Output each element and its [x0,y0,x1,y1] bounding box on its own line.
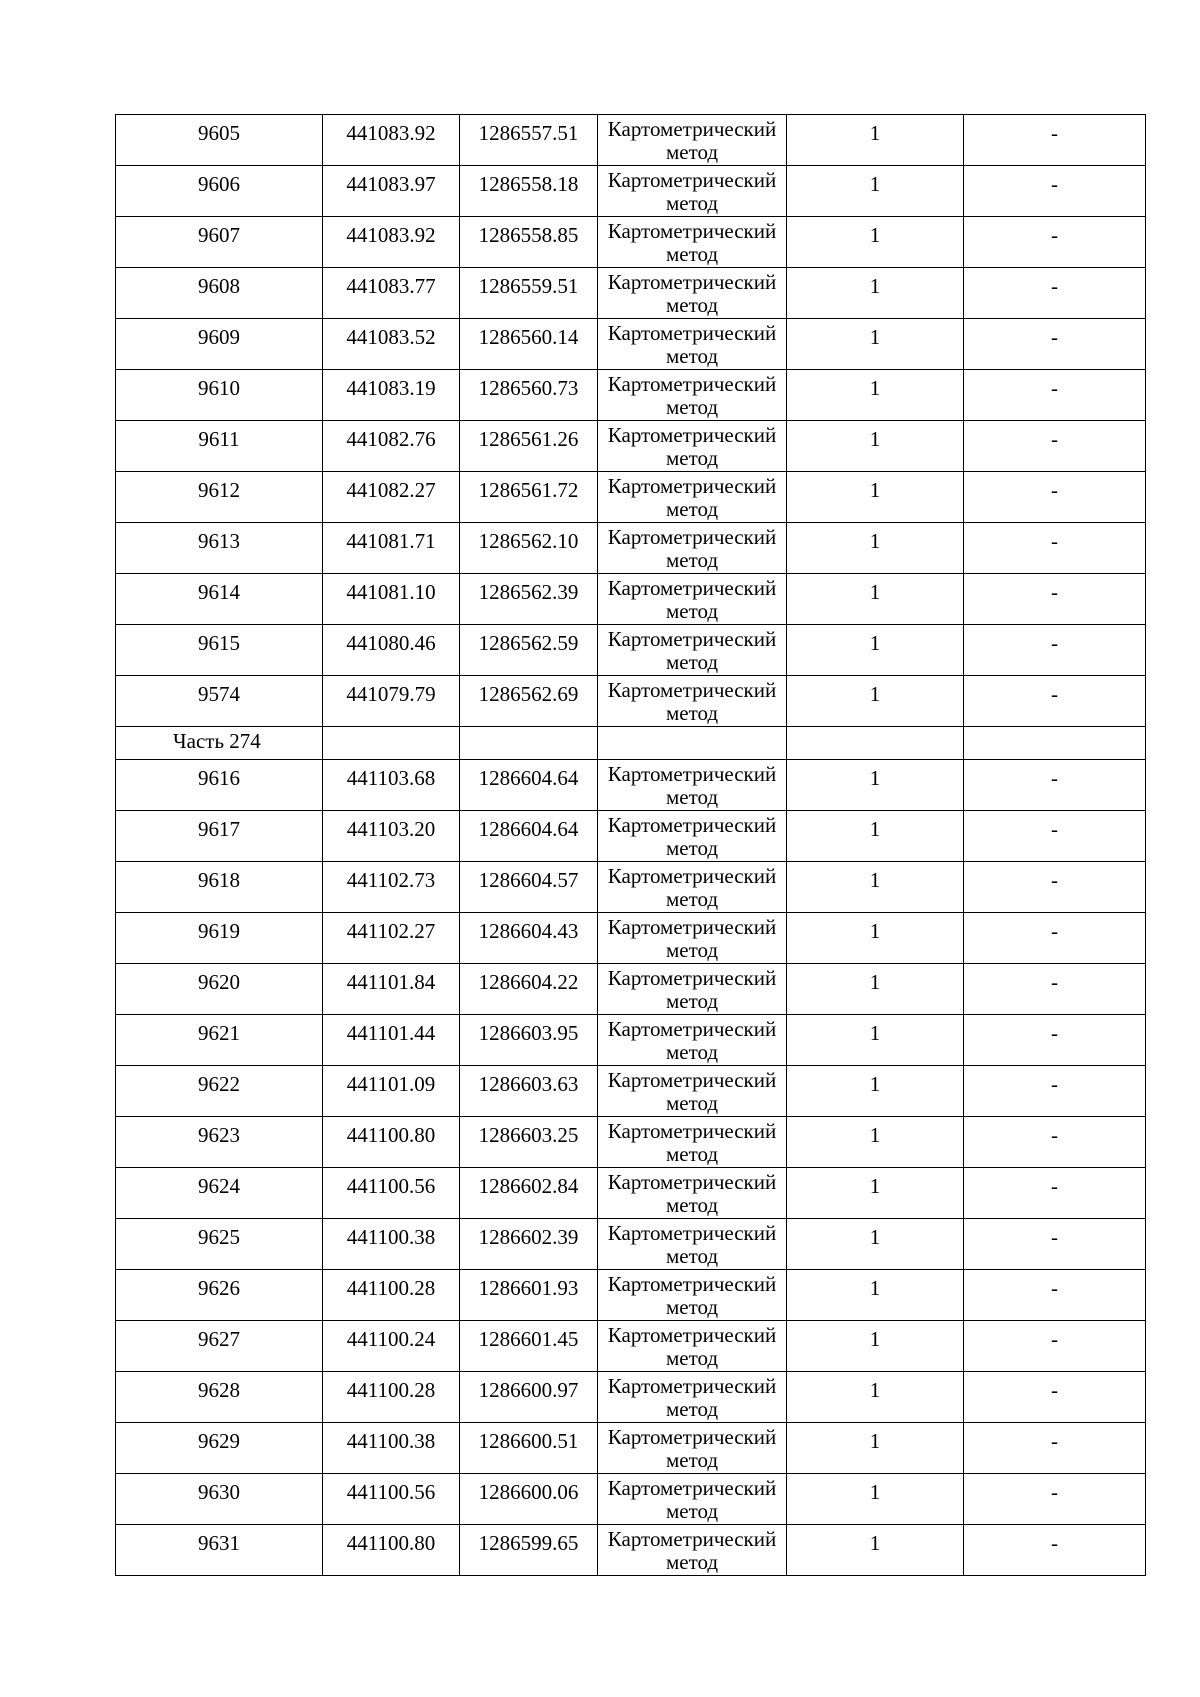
method-text: Картометрический [607,1221,777,1245]
y-coordinate-cell: 1286602.39 [460,1219,598,1270]
empty-cell [460,727,598,760]
point-id-cell: 9609 [116,319,323,370]
x-coordinate-cell: 441100.28 [323,1270,460,1321]
table-row [116,370,1146,421]
method-cell [598,1117,787,1168]
accuracy-cell: 1 [787,523,964,574]
x-coordinate-cell: 441101.84 [323,964,460,1015]
method-text: метод [665,599,719,623]
x-coordinate-cell: 441083.52 [323,319,460,370]
x-coordinate-cell: 441081.10 [323,574,460,625]
method-text: Картометрический [607,1119,777,1143]
note-cell: - [964,1117,1146,1168]
x-coordinate-cell: 441102.73 [323,862,460,913]
method-text: метод [665,1142,719,1166]
note-cell: - [964,523,1146,574]
method-text: Картометрический [607,1374,777,1398]
method-cell [598,862,787,913]
x-coordinate-cell: 441082.76 [323,421,460,472]
x-coordinate-cell: 441103.20 [323,811,460,862]
x-coordinate-cell: 441100.80 [323,1525,460,1576]
method-text: Картометрический [607,678,777,702]
point-id-cell: 9611 [116,421,323,472]
point-id-cell: 9617 [116,811,323,862]
accuracy-cell: 1 [787,1525,964,1576]
table-row [116,760,1146,811]
y-coordinate-cell: 1286562.69 [460,676,598,727]
coordinates-table-body [116,115,1146,1576]
y-coordinate-cell: 1286562.39 [460,574,598,625]
table-row [116,625,1146,676]
table-row [116,1219,1146,1270]
point-id-cell: 9629 [116,1423,323,1474]
x-coordinate-cell: 441103.68 [323,760,460,811]
x-coordinate-cell: 441100.56 [323,1168,460,1219]
note-cell: - [964,217,1146,268]
point-id-cell: 9615 [116,625,323,676]
y-coordinate-cell: 1286603.25 [460,1117,598,1168]
point-id-cell: 9618 [116,862,323,913]
note-cell: - [964,862,1146,913]
accuracy-cell: 1 [787,1117,964,1168]
method-text: метод [665,650,719,674]
note-cell: - [964,1525,1146,1576]
accuracy-cell: 1 [787,1168,964,1219]
accuracy-cell: 1 [787,421,964,472]
x-coordinate-cell: 441083.92 [323,115,460,166]
method-cell [598,166,787,217]
table-row [116,1270,1146,1321]
y-coordinate-cell: 1286558.18 [460,166,598,217]
method-text: метод [665,293,719,317]
accuracy-cell: 1 [787,370,964,421]
method-cell [598,1219,787,1270]
x-coordinate-cell: 441083.77 [323,268,460,319]
method-text: метод [665,1295,719,1319]
empty-cell [323,727,460,760]
accuracy-cell: 1 [787,1015,964,1066]
note-cell: - [964,811,1146,862]
note-cell: - [964,1474,1146,1525]
method-text: Картометрический [607,1170,777,1194]
accuracy-cell: 1 [787,1423,964,1474]
x-coordinate-cell: 441102.27 [323,913,460,964]
method-text: Картометрический [607,627,777,651]
method-cell [598,574,787,625]
point-id-cell: 9627 [116,1321,323,1372]
x-coordinate-cell: 441100.24 [323,1321,460,1372]
method-text: Картометрический [607,1272,777,1296]
point-id-cell: 9612 [116,472,323,523]
method-text: Картометрический [607,423,777,447]
method-cell [598,811,787,862]
point-id-cell: 9616 [116,760,323,811]
table-row [116,115,1146,166]
method-cell [598,1474,787,1525]
method-cell [598,964,787,1015]
note-cell: - [964,1219,1146,1270]
method-text: Картометрический [607,474,777,498]
method-cell [598,1321,787,1372]
method-text: Картометрический [607,117,777,141]
method-text: Картометрический [607,915,777,939]
x-coordinate-cell: 441100.38 [323,1423,460,1474]
point-id-cell: 9628 [116,1372,323,1423]
note-cell: - [964,964,1146,1015]
method-cell [598,421,787,472]
method-text: метод [665,395,719,419]
point-id-cell: 9626 [116,1270,323,1321]
method-cell [598,1168,787,1219]
method-cell [598,1015,787,1066]
method-text: Картометрический [607,219,777,243]
method-text: Картометрический [607,168,777,192]
y-coordinate-cell: 1286561.72 [460,472,598,523]
table-row [116,676,1146,727]
method-text: Картометрический [607,762,777,786]
point-id-cell: 9606 [116,166,323,217]
table-row [116,1321,1146,1372]
note-cell: - [964,1015,1146,1066]
method-text: Картометрический [607,270,777,294]
x-coordinate-cell: 441079.79 [323,676,460,727]
method-text: Картометрический [607,864,777,888]
accuracy-cell: 1 [787,1474,964,1525]
method-text: метод [665,1346,719,1370]
method-cell [598,217,787,268]
point-id-cell: 9622 [116,1066,323,1117]
accuracy-cell: 1 [787,115,964,166]
x-coordinate-cell: 441100.38 [323,1219,460,1270]
x-coordinate-cell: 441082.27 [323,472,460,523]
table-row [116,1372,1146,1423]
table-row [116,862,1146,913]
method-text: метод [665,242,719,266]
y-coordinate-cell: 1286601.93 [460,1270,598,1321]
method-text: метод [665,446,719,470]
y-coordinate-cell: 1286603.95 [460,1015,598,1066]
table-row [116,1423,1146,1474]
accuracy-cell: 1 [787,319,964,370]
x-coordinate-cell: 441080.46 [323,625,460,676]
method-text: Картометрический [607,1017,777,1041]
table-row [116,319,1146,370]
table-row [116,1525,1146,1576]
x-coordinate-cell: 441101.44 [323,1015,460,1066]
accuracy-cell: 1 [787,574,964,625]
x-coordinate-cell: 441081.71 [323,523,460,574]
method-text: Картометрический [607,576,777,600]
y-coordinate-cell: 1286601.45 [460,1321,598,1372]
note-cell: - [964,319,1146,370]
accuracy-cell: 1 [787,472,964,523]
point-id-cell: 9605 [116,115,323,166]
y-coordinate-cell: 1286600.97 [460,1372,598,1423]
note-cell: - [964,760,1146,811]
accuracy-cell: 1 [787,1372,964,1423]
note-cell: - [964,913,1146,964]
method-text: Картометрический [607,1527,777,1551]
method-text: Картометрический [607,966,777,990]
method-text: метод [665,701,719,725]
method-text: метод [665,989,719,1013]
method-text: метод [665,836,719,860]
table-row [116,1117,1146,1168]
method-cell [598,319,787,370]
x-coordinate-cell: 441101.09 [323,1066,460,1117]
method-cell [598,370,787,421]
y-coordinate-cell: 1286603.63 [460,1066,598,1117]
x-coordinate-cell: 441083.97 [323,166,460,217]
accuracy-cell: 1 [787,760,964,811]
method-cell [598,1525,787,1576]
y-coordinate-cell: 1286560.73 [460,370,598,421]
y-coordinate-cell: 1286604.57 [460,862,598,913]
note-cell: - [964,370,1146,421]
y-coordinate-cell: 1286557.51 [460,115,598,166]
note-cell: - [964,1372,1146,1423]
y-coordinate-cell: 1286604.22 [460,964,598,1015]
method-cell [598,913,787,964]
table-row [116,217,1146,268]
note-cell: - [964,574,1146,625]
point-id-cell: 9631 [116,1525,323,1576]
method-text: метод [665,1193,719,1217]
point-id-cell: 9614 [116,574,323,625]
point-id-cell: 9613 [116,523,323,574]
accuracy-cell: 1 [787,217,964,268]
method-cell [598,1423,787,1474]
point-id-cell: 9624 [116,1168,323,1219]
note-cell: - [964,268,1146,319]
table-row [116,421,1146,472]
y-coordinate-cell: 1286602.84 [460,1168,598,1219]
accuracy-cell: 1 [787,268,964,319]
table-row [116,523,1146,574]
method-cell [598,268,787,319]
coordinates-table [115,114,1146,1576]
y-coordinate-cell: 1286561.26 [460,421,598,472]
accuracy-cell: 1 [787,811,964,862]
method-text: метод [665,1091,719,1115]
method-cell [598,1372,787,1423]
note-cell: - [964,625,1146,676]
note-cell: - [964,676,1146,727]
x-coordinate-cell: 441100.56 [323,1474,460,1525]
empty-cell [787,727,964,760]
accuracy-cell: 1 [787,1219,964,1270]
table-row [116,1015,1146,1066]
x-coordinate-cell: 441083.19 [323,370,460,421]
accuracy-cell: 1 [787,625,964,676]
accuracy-cell: 1 [787,1066,964,1117]
y-coordinate-cell: 1286599.65 [460,1525,598,1576]
method-text: Картометрический [607,1476,777,1500]
section-row [116,727,1146,760]
method-text: метод [665,191,719,215]
method-text: Картометрический [607,1323,777,1347]
point-id-cell: 9607 [116,217,323,268]
method-text: Картометрический [607,525,777,549]
method-text: метод [665,140,719,164]
section-label: Часть 274 [116,727,323,760]
table-row [116,472,1146,523]
point-id-cell: 9625 [116,1219,323,1270]
accuracy-cell: 1 [787,913,964,964]
point-id-cell: 9574 [116,676,323,727]
note-cell: - [964,166,1146,217]
point-id-cell: 9619 [116,913,323,964]
y-coordinate-cell: 1286558.85 [460,217,598,268]
method-text: Картометрический [607,1068,777,1092]
method-cell [598,1270,787,1321]
method-text: метод [665,497,719,521]
point-id-cell: 9620 [116,964,323,1015]
method-text: метод [665,1244,719,1268]
method-cell [598,760,787,811]
method-text: метод [665,548,719,572]
method-cell [598,1066,787,1117]
x-coordinate-cell: 441100.80 [323,1117,460,1168]
method-text: метод [665,1397,719,1421]
note-cell: - [964,421,1146,472]
note-cell: - [964,115,1146,166]
point-id-cell: 9610 [116,370,323,421]
accuracy-cell: 1 [787,166,964,217]
note-cell: - [964,1066,1146,1117]
y-coordinate-cell: 1286560.14 [460,319,598,370]
method-text: метод [665,785,719,809]
point-id-cell: 9608 [116,268,323,319]
point-id-cell: 9630 [116,1474,323,1525]
y-coordinate-cell: 1286600.51 [460,1423,598,1474]
method-text: метод [665,1550,719,1574]
table-row [116,1474,1146,1525]
method-text: метод [665,887,719,911]
y-coordinate-cell: 1286604.43 [460,913,598,964]
accuracy-cell: 1 [787,676,964,727]
point-id-cell: 9621 [116,1015,323,1066]
x-coordinate-cell: 441100.28 [323,1372,460,1423]
note-cell: - [964,1321,1146,1372]
method-text: Картометрический [607,372,777,396]
table-row [116,166,1146,217]
point-id-cell: 9623 [116,1117,323,1168]
method-cell [598,523,787,574]
x-coordinate-cell: 441083.92 [323,217,460,268]
method-text: Картометрический [607,1425,777,1449]
table-row [116,1168,1146,1219]
method-text: метод [665,1499,719,1523]
method-text: Картометрический [607,321,777,345]
accuracy-cell: 1 [787,1270,964,1321]
y-coordinate-cell: 1286562.59 [460,625,598,676]
method-cell [598,676,787,727]
table-row [116,913,1146,964]
note-cell: - [964,1270,1146,1321]
method-cell [598,115,787,166]
table-row [116,811,1146,862]
table-row [116,964,1146,1015]
method-cell [598,472,787,523]
method-text: метод [665,344,719,368]
method-text: метод [665,1448,719,1472]
y-coordinate-cell: 1286600.06 [460,1474,598,1525]
method-text: метод [665,1040,719,1064]
empty-cell [598,727,787,760]
table-row [116,1066,1146,1117]
table-row [116,574,1146,625]
method-cell [598,625,787,676]
y-coordinate-cell: 1286604.64 [460,811,598,862]
empty-cell [964,727,1146,760]
method-text: Картометрический [607,813,777,837]
y-coordinate-cell: 1286604.64 [460,760,598,811]
accuracy-cell: 1 [787,964,964,1015]
note-cell: - [964,472,1146,523]
accuracy-cell: 1 [787,862,964,913]
accuracy-cell: 1 [787,1321,964,1372]
table-row [116,268,1146,319]
method-text: метод [665,938,719,962]
y-coordinate-cell: 1286559.51 [460,268,598,319]
note-cell: - [964,1168,1146,1219]
y-coordinate-cell: 1286562.10 [460,523,598,574]
note-cell: - [964,1423,1146,1474]
